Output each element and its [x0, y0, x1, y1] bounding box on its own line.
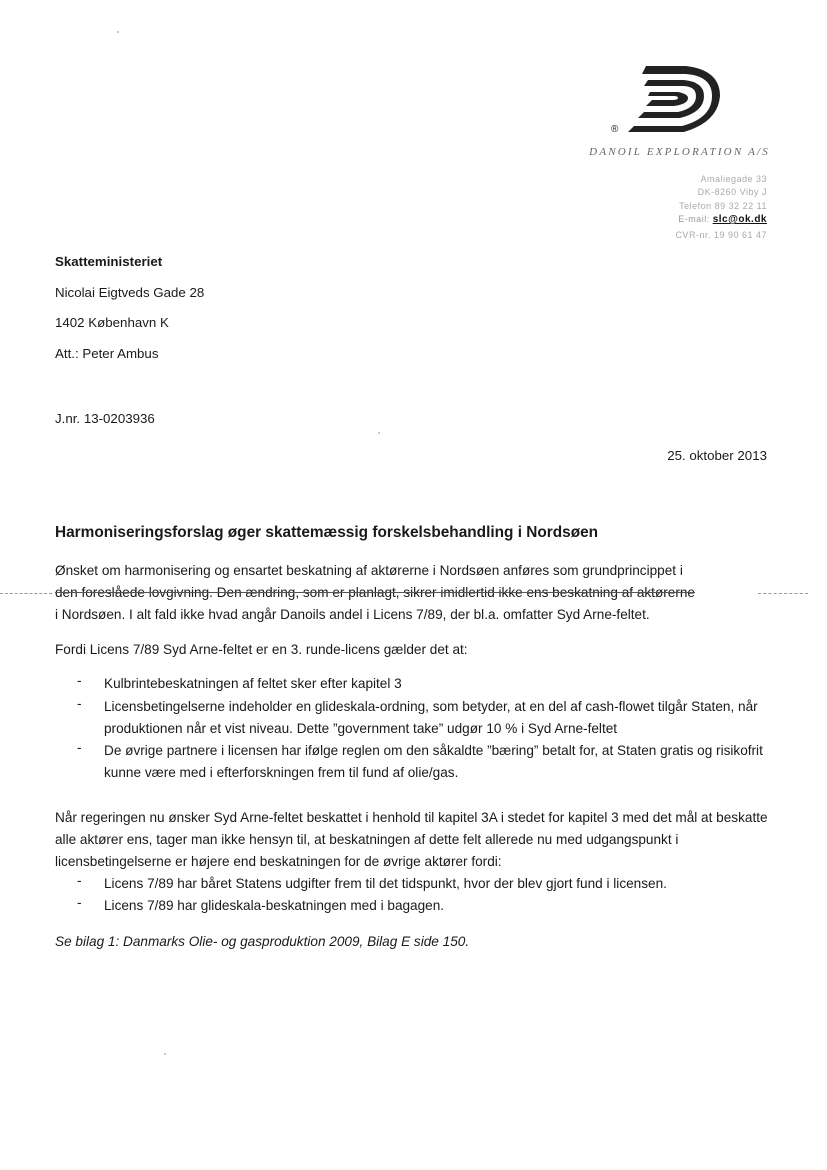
paragraph-1-line-1: Ønsket om harmonisering og ensartet beskatning af aktørerne i Nordsøen anføres som grundprincippet i: [55, 563, 683, 578]
company-city: DK-8260 Viby J: [697, 187, 767, 197]
paragraph-3: Når regeringen nu ønsker Syd Arne-feltet beskattet i henhold til kapitel 3A i stedet for kapitel 3 med det mål at beskatte alle aktører ens, tager man ikke hensyn til, at beskatningen af dette felt allerede nu med udgangspunkt i licensbetingelserne er højere end beskatningen for de øvrige aktører fordi:: [55, 810, 768, 869]
recipient-city: 1402 København K: [55, 315, 169, 330]
company-name: DANOIL EXPLORATION A/S: [589, 146, 770, 158]
registered-mark: ®: [611, 124, 619, 135]
letter-title: Harmoniseringsforslag øger skattemæssig forskelsbehandling i Nordsøen: [55, 524, 599, 541]
email-link[interactable]: slc@ok.dk: [712, 214, 767, 225]
scan-speck: [164, 1053, 166, 1055]
bullet-1-2: Licensbetingelserne indeholder en glideskala-ordning, som betyder, at en del af cash-flowet tilgår Staten, når produktionen når et vist niveau. Dette ”government take” udgør 10 % i Syd Arne-feltet: [104, 699, 758, 736]
bullet-1-3: De øvrige partnere i licensen har ifølge reglen om den såkaldte ”bæring” betalt for, at Staten gratis og risikofrit kunne være med i efterforskningen frem til fund af olie/gas.: [104, 743, 763, 780]
bullet-2-2: Licens 7/89 har glideskala-beskatningen med i bagagen.: [104, 898, 445, 913]
bullet-1-1: Kulbrintebeskatningen af feltet sker efter kapitel 3: [104, 676, 402, 691]
bullet-2-1: Licens 7/89 har båret Statens udgifter frem til det tidspunkt, hvor der blev gjort fund i licensen.: [104, 876, 667, 891]
recipient-name: Skatteministeriet: [55, 254, 163, 269]
company-phone: Telefon 89 32 22 11: [679, 201, 767, 211]
bullet-marker: -: [77, 895, 82, 910]
danoil-d-logo-icon: [608, 60, 726, 138]
paragraph-1-line-3: i Nordsøen. I alt fald ikke hvad angår Danoils andel i Licens 7/89, der bl.a. omfatter Syd Arne-feltet.: [55, 607, 650, 622]
letter-date: 25. oktober 2013: [667, 448, 767, 463]
scan-speck: [117, 31, 119, 33]
footnote-reference: Se bilag 1: Danmarks Olie- og gasproduktion 2009, Bilag E side 150.: [55, 934, 470, 949]
scan-dash-left: [0, 593, 52, 594]
company-address: Amaliegade 33: [700, 174, 767, 184]
bullet-marker: -: [77, 873, 82, 888]
email-label: E-mail:: [678, 214, 710, 224]
scan-speck: [378, 432, 380, 434]
recipient-att: Att.: Peter Ambus: [55, 346, 159, 361]
paragraph-1-line-2: den foreslåede lovgivning. Den ændring, som er planlagt, sikrer imidlertid ikke ens beskatning af aktørerne: [55, 585, 695, 600]
company-email-line: [678, 214, 767, 225]
journal-number: J.nr. 13-0203936: [55, 411, 155, 426]
recipient-street: Nicolai Eigtveds Gade 28: [55, 285, 205, 300]
bullet-marker: -: [77, 696, 82, 711]
bullet-marker: -: [77, 740, 82, 755]
paragraph-2: Fordi Licens 7/89 Syd Arne-feltet er en 3. runde-licens gælder det at:: [55, 642, 468, 657]
bullet-marker: -: [77, 673, 82, 688]
company-cvr: CVR-nr. 19 90 61 47: [675, 230, 767, 240]
